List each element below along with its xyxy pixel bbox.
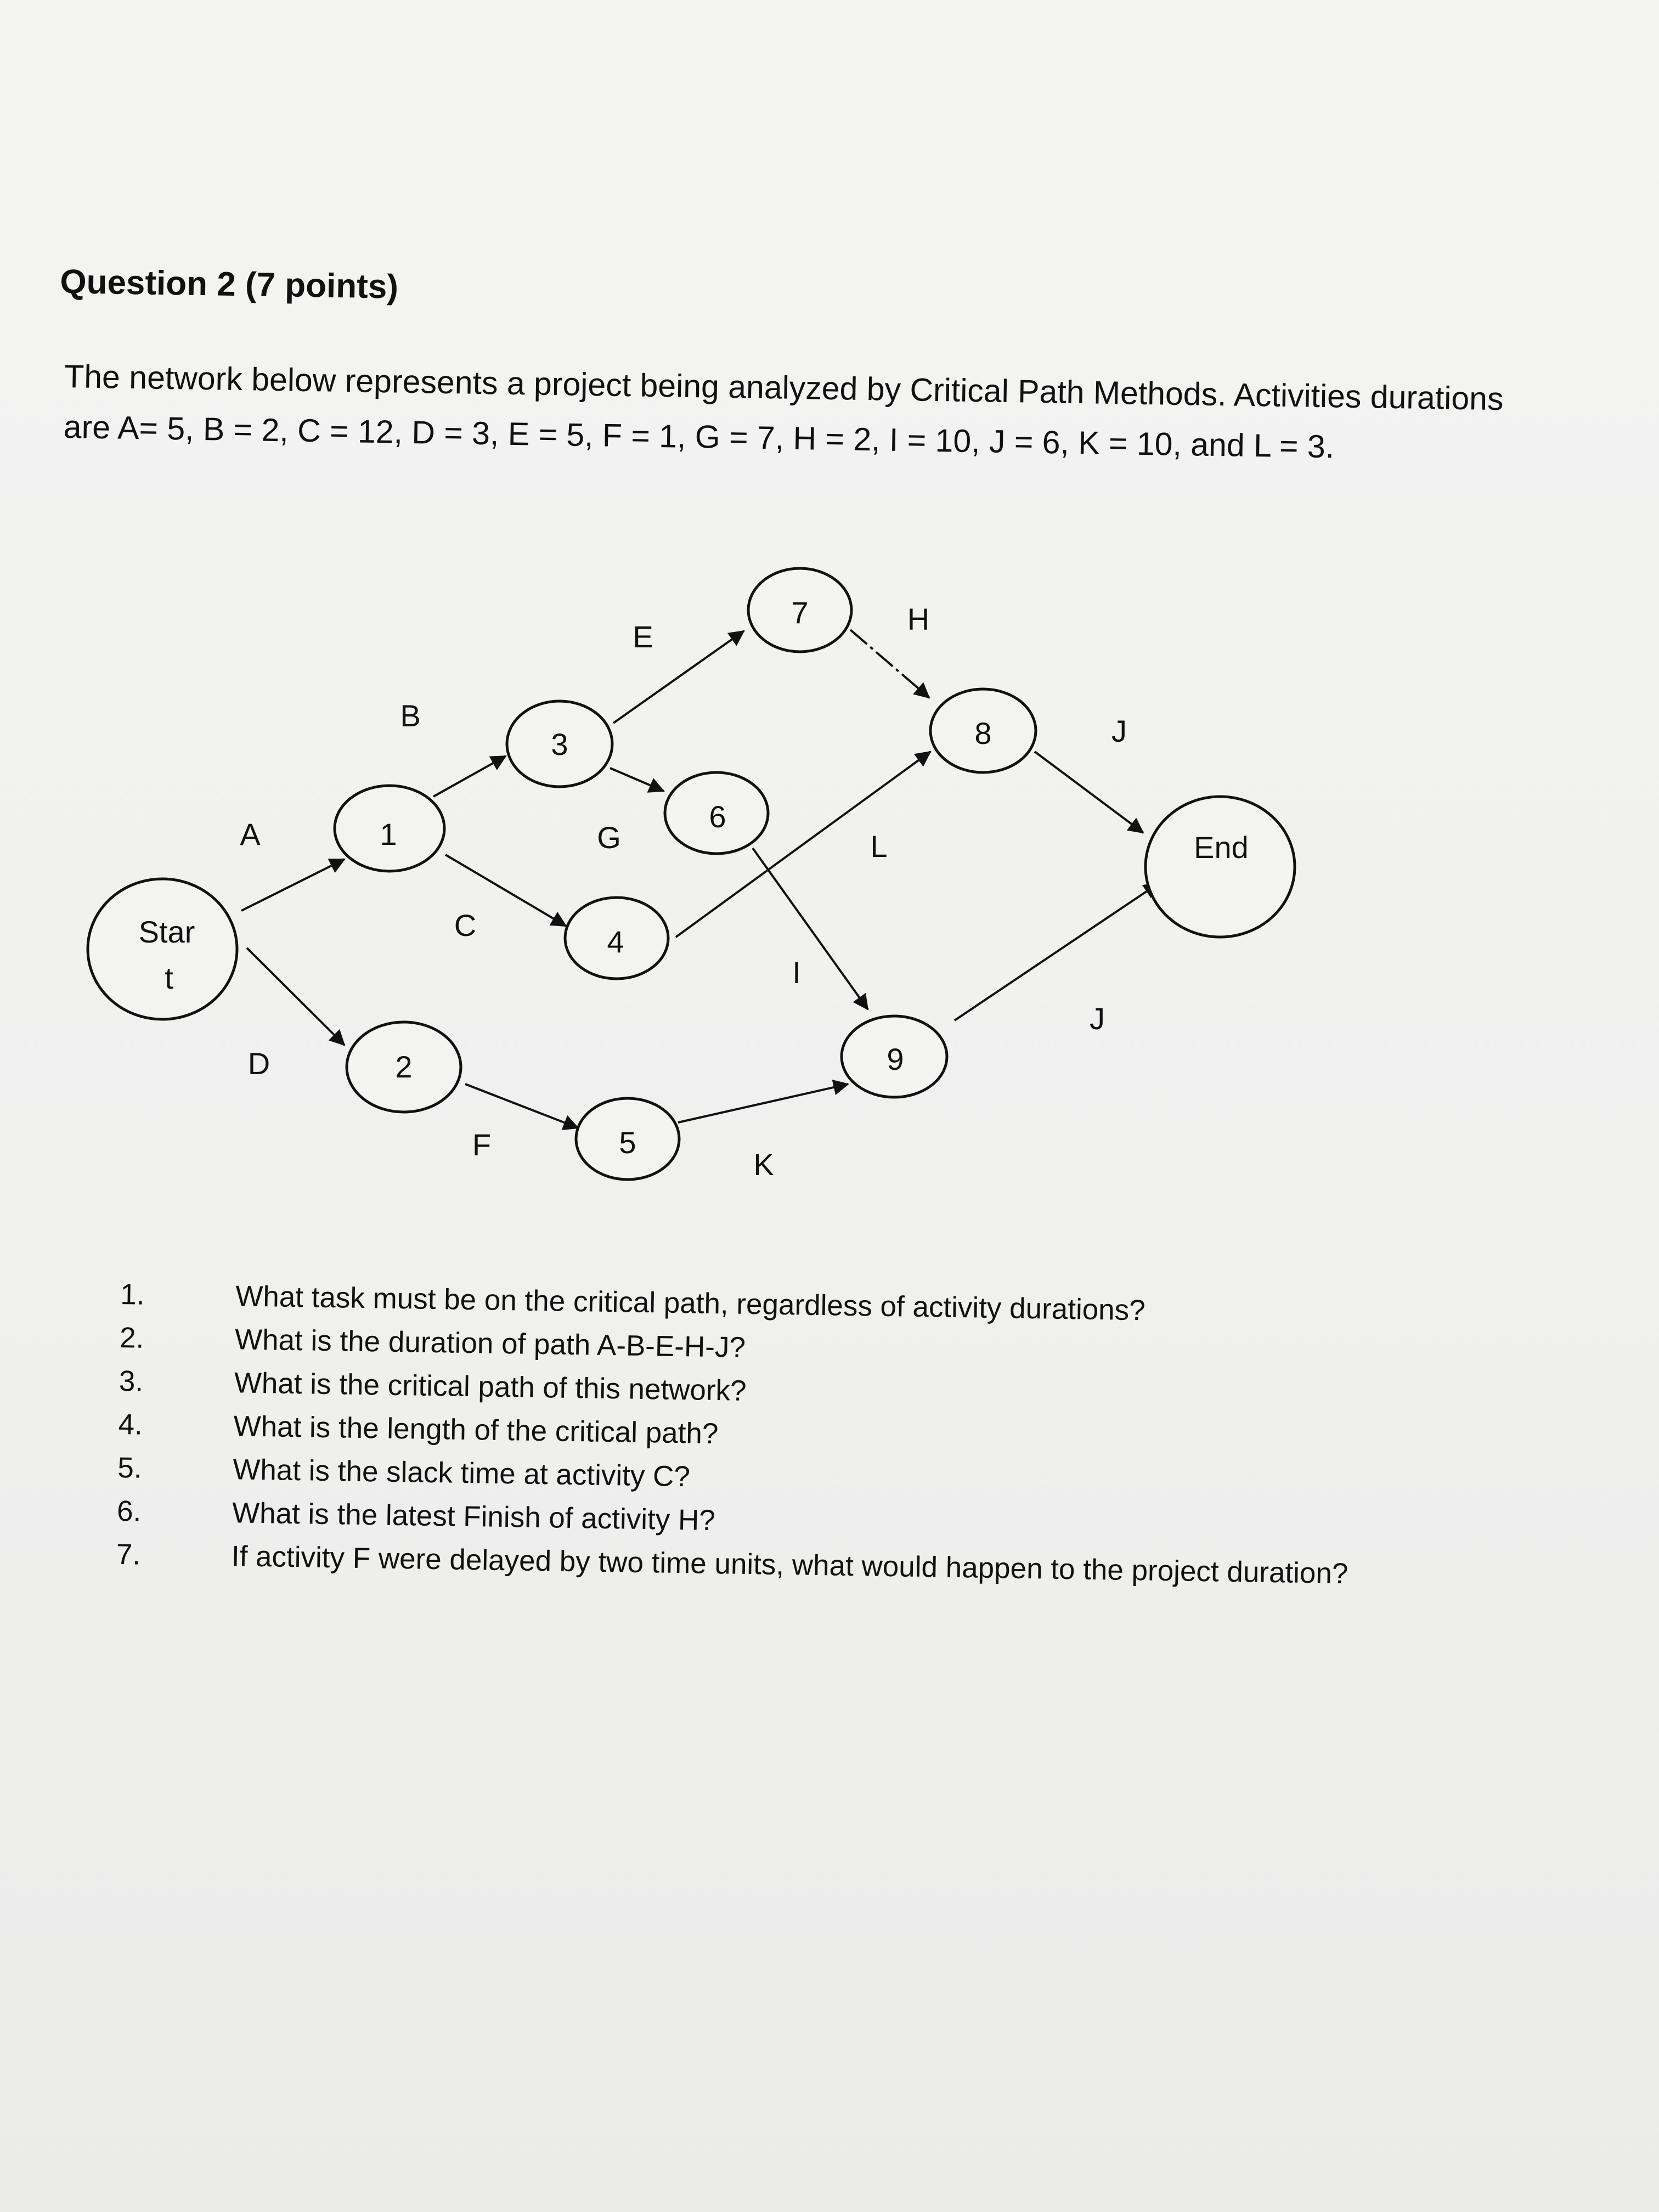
activity-f-label: F: [472, 1127, 492, 1162]
edge-k: [678, 1084, 848, 1122]
edge-j-lower: [955, 883, 1159, 1020]
edge-a: [241, 859, 345, 911]
question-number: 2.: [119, 1321, 144, 1355]
activity-b-label: B: [400, 698, 421, 733]
edge-g: [610, 768, 664, 791]
node-labels: [139, 595, 1249, 1160]
question-number: 7.: [116, 1538, 141, 1571]
intro-line-2: are A= 5, B = 2, C = 12, D = 3, E = 5, F = 1, G = 7, H = 2, I = 10, J = 6, K = 10, and L = 3.: [63, 408, 1335, 465]
edge-b: [433, 756, 506, 797]
edge-f: [465, 1084, 578, 1128]
edge-d: [247, 948, 345, 1045]
edge-i: [753, 848, 868, 1009]
activity-e-label: E: [633, 619, 653, 654]
activity-h-label: H: [907, 602, 930, 636]
activity-a-label: A: [240, 817, 261, 851]
question-text: What is the latest Finish of activity H?: [232, 1497, 716, 1537]
node-start: [88, 879, 237, 1019]
node-start-label-2: t: [165, 961, 173, 995]
node-start-label-1: Star: [138, 915, 195, 949]
activity-j-upper-label: J: [1111, 714, 1127, 748]
question-title: Question 2 (7 points): [59, 262, 399, 306]
question-text: What is the slack time at activity C?: [232, 1453, 691, 1493]
question-text: What task must be on the critical path, regardless of activity durations?: [235, 1280, 1146, 1327]
activity-d-label: D: [247, 1046, 270, 1081]
question-text: What is the duration of path A-B-E-H-J?: [234, 1323, 746, 1364]
activity-j-lower-label: J: [1090, 1001, 1105, 1036]
activity-k-label: K: [753, 1147, 774, 1182]
question-text: What is the critical path of this network?: [234, 1367, 747, 1407]
node-5-label: 5: [619, 1125, 636, 1160]
node-7-label: 7: [791, 595, 809, 630]
activity-l-label: L: [870, 829, 888, 864]
node-4-label: 4: [607, 924, 624, 959]
question-number: 5.: [117, 1451, 143, 1485]
intro-line-1: The network below represents a project being analyzed by Critical Path Methods. Activities durations: [64, 358, 1504, 417]
question-number: 6.: [116, 1494, 142, 1528]
node-6-label: 6: [709, 799, 726, 834]
question-number: 4.: [118, 1408, 143, 1441]
node-3-label: 3: [551, 727, 568, 761]
node-end-label: End: [1194, 830, 1249, 865]
node-1-label: 1: [380, 817, 397, 851]
node-end: [1146, 797, 1295, 937]
question-number: 1.: [120, 1278, 145, 1311]
question-number: 3.: [119, 1364, 144, 1398]
network-nodes: [88, 568, 1295, 1180]
question-list: [116, 1273, 1601, 1599]
node-2-label: 2: [395, 1049, 413, 1084]
activity-c-label: C: [454, 908, 477, 943]
node-9-label: 9: [887, 1042, 904, 1076]
edge-h: [850, 630, 929, 698]
question-text: What is the length of the critical path?: [233, 1410, 719, 1451]
node-8-label: 8: [974, 716, 992, 751]
activity-g-label: G: [597, 820, 621, 855]
activity-i-label: I: [792, 955, 801, 990]
question-text: If activity F were delayed by two time units, what would happen to the project duration?: [231, 1540, 1348, 1590]
edge-j-upper: [1035, 752, 1143, 833]
